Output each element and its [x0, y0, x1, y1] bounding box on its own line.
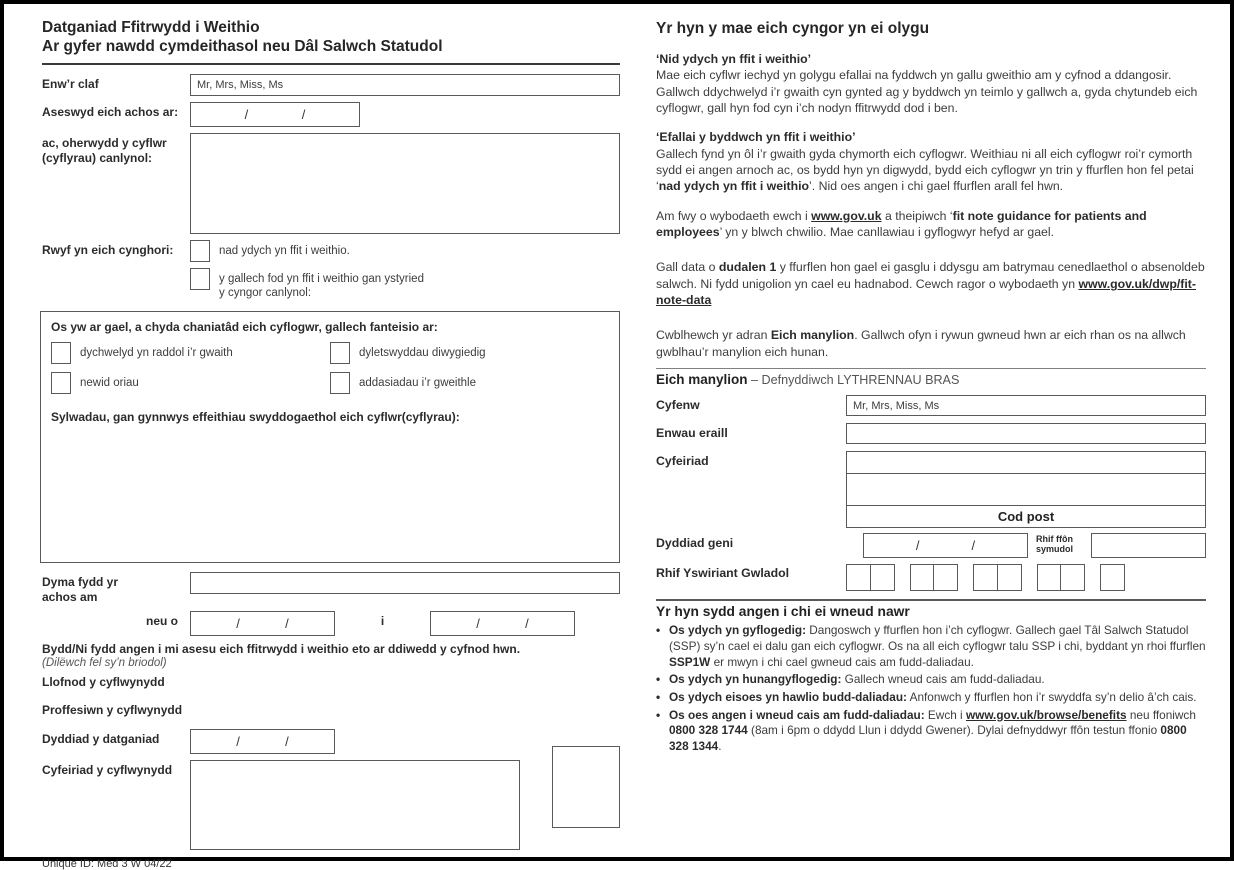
text-segment: er mwyn i chi cael gwneud cais am fudd-daliadau.: [710, 654, 974, 669]
to-date-input[interactable]: [430, 611, 575, 636]
text-segment: Os ydych yn hunangyflogedig:: [669, 672, 842, 687]
workplace-adaptations-label: addasiadau i’r gweithle: [359, 376, 476, 389]
surname-row: [656, 395, 1206, 416]
patient-name-value: Mr, Mrs, Miss, Ms: [197, 78, 284, 91]
case-duration-label: [42, 572, 190, 605]
condition-textarea[interactable]: [190, 133, 620, 234]
may-benefit-heading: Os yw ar gael, a chyda chaniatâd eich cyflogwr, gallech fanteisio ar:: [51, 319, 438, 334]
text-segment: Gall data o: [656, 260, 719, 275]
ni-group-5: [1100, 564, 1125, 591]
date-slash: /: [915, 538, 920, 554]
altered-hours-label: newid oriau: [80, 376, 139, 389]
surname-value: Mr, Mrs, Miss, Ms: [853, 399, 940, 412]
ni-cell[interactable]: [910, 564, 935, 591]
not-fit-checkbox[interactable]: [190, 240, 210, 262]
advice-row: [42, 240, 620, 307]
action-claiming-benefits: [656, 690, 1206, 706]
text-segment: 0800 328 1344: [669, 723, 1187, 753]
text-segment: 0800 328 1744: [669, 723, 748, 738]
not-fit-subhead: ‘Nid ydych yn ffit i weithio’: [656, 52, 812, 66]
text-segment: Gallech fynd yn ôl i’r gwaith gyda chymorth eich cyflogwr. Weithiau ni all eich cyflogwr roi’r cymorth sydd ei angen arnoch ac, os bydd hyn yn digwydd, bydd eich cyflogwr yn trin y ffurflen hon fel petai ‘: [656, 146, 1194, 194]
maybe-fit-label-line1: y gallech fod yn ffit i weithio gan ystyried: [219, 272, 424, 285]
text-segment: y ffurflen hon gael ei gasglu i ddysgu am batrymau cenedlaethol o absenoldeb salwch. Ni fydd unigolion yn cael eu hadnabod. Cewch ragor o wybodaeth yn: [656, 260, 1205, 291]
ni-cell[interactable]: [1037, 564, 1062, 591]
date-slash: /: [285, 615, 289, 631]
text-segment: Gallech wneud cais am fudd-daliadau.: [841, 672, 1045, 687]
actions-divider: [656, 599, 1206, 601]
other-names-label: Enwau eraill: [656, 426, 728, 441]
form-title: [42, 18, 620, 65]
option-phased-return: [51, 342, 330, 364]
date-slash: /: [525, 615, 529, 631]
phased-return-label: dychwelyd yn raddol i’r gwaith: [80, 346, 233, 359]
action-claim-benefits: [656, 708, 1206, 755]
your-details-heading: [656, 372, 1206, 387]
address-line1-input[interactable]: [846, 451, 1206, 474]
data-collection-paragraph: [656, 259, 1206, 308]
address-inputs: [846, 451, 1206, 528]
ni-cell[interactable]: [846, 564, 871, 591]
text-segment: fit note guidance for patients and employees: [656, 208, 1147, 240]
case-duration-input[interactable]: [190, 572, 620, 594]
ni-cell[interactable]: [933, 564, 958, 591]
text-segment: Os oes angen i wneud cais am fudd-daliadau:: [669, 707, 925, 722]
patient-name-row: [42, 74, 620, 96]
maybe-fit-checkbox[interactable]: [190, 268, 210, 290]
advice-option-maybe-fit: [190, 268, 424, 301]
condition-row: [42, 133, 620, 234]
surname-label: Cyfenw: [656, 398, 700, 413]
not-fit-paragraph: Mae eich cyflwr iechyd yn golygu efallai na fyddwch yn gallu gweithio am y cyfnod a ddangosir. Gallwch ddychwelyd i’r gwaith cyn gynted ag y byddwch yn teimlo y gallwch a, gyda chytundeb eich cyflogwr, gall hyn fod cyn i’ch nodyn ffitrwydd dod i ben.: [656, 68, 1198, 116]
postcode-row[interactable]: [846, 505, 1206, 528]
actions-heading: Yr hyn sydd angen i chi ei wneud nawr: [656, 604, 910, 620]
ni-group-3: [973, 564, 1022, 591]
text-segment: Os ydych eisoes yn hawlio budd-daliadau:: [669, 689, 907, 704]
date-slash: /: [236, 733, 240, 749]
altered-hours-checkbox[interactable]: [51, 372, 71, 394]
mobile-label-line1: Rhif ffôn: [1036, 534, 1073, 545]
official-stamp-box[interactable]: [552, 746, 620, 828]
details-divider: [656, 368, 1206, 369]
action-self-employed: [656, 672, 1206, 688]
mobile-input[interactable]: [1091, 533, 1206, 558]
text-segment: neu ffoniwch: [1126, 707, 1196, 722]
condition-label: ac, oherwydd y cyflwr (cyflyrau) canlynol:: [42, 135, 167, 165]
comments-write-area[interactable]: [51, 424, 609, 544]
ni-number-inputs: [846, 563, 1125, 591]
date-slash: /: [971, 538, 976, 554]
text-segment: (8am i 6pm o ddydd Llun i ddydd Gwener). Dylai defnyddwyr ffôn testun ffonio: [747, 723, 1161, 738]
ni-group-1: [846, 564, 895, 591]
date-range-row: [42, 611, 620, 636]
comments-label: Sylwadau, gan gynnwys effeithiau swyddogaethol eich cyflwr(cyflyrau):: [51, 409, 460, 424]
advice-option-not-fit: [190, 240, 424, 262]
maybe-fit-paragraph: [656, 146, 1206, 195]
date-slash: /: [301, 106, 306, 122]
form-title-line2: Ar gyfer nawdd cymdeithasol neu Dâl Salwch Statudol: [42, 38, 443, 56]
date-slash: /: [244, 106, 249, 122]
text-segment: SSP1W: [669, 654, 711, 669]
action-employed: [656, 623, 1206, 670]
actions-list: [656, 623, 1206, 755]
patient-name-label: Enw’r claf: [42, 76, 99, 91]
guidance-page: [656, 18, 1206, 849]
phased-return-checkbox[interactable]: [51, 342, 71, 364]
from-date-input[interactable]: [190, 611, 335, 636]
your-details-heading-bold: Eich manylion: [656, 372, 748, 388]
assessed-date-input[interactable]: [190, 102, 360, 127]
issuer-address-row: [42, 760, 620, 850]
postcode-label: Cod post: [997, 509, 1055, 525]
text-segment: .: [718, 738, 722, 753]
form-page-1: [42, 18, 620, 870]
maybe-fit-label-line2: y cyngor canlynol:: [219, 287, 312, 300]
form-title-line1: Datganiad Ffitrwydd i Weithio: [42, 19, 260, 36]
reassess-statement: Bydd/Ni fydd angen i mi asesu eich ffitrwydd i weithio eto ar ddiwedd y cyfnod hwn.: [42, 641, 521, 656]
patient-name-input[interactable]: [190, 74, 620, 96]
guidance-heading: Yr hyn y mae eich cyngor yn ei olygu: [656, 20, 930, 37]
dob-row: [656, 533, 1206, 558]
dob-input[interactable]: [863, 533, 1028, 558]
ni-cell[interactable]: [973, 564, 998, 591]
text-segment: Eich manylion: [770, 328, 855, 343]
more-info-paragraph: [656, 208, 1206, 241]
ni-group-4: [1037, 564, 1086, 591]
text-segment: Ewch i: [924, 707, 966, 722]
ni-group-2: [910, 564, 959, 591]
advice-options: [190, 240, 424, 307]
assessed-date-label: Aseswyd eich achos ar:: [42, 104, 179, 119]
ni-cell[interactable]: [1100, 564, 1125, 591]
ni-cell[interactable]: [997, 564, 1022, 591]
mobile-label: [1036, 533, 1091, 555]
option-altered-hours: [51, 372, 330, 394]
option-amended-duties: [330, 342, 609, 364]
address-label: Cyfeiriad: [656, 454, 709, 469]
ni-number-row: [656, 563, 1206, 591]
text-segment: a theipiwch ‘: [881, 208, 953, 223]
text-segment: Am fwy o wybodaeth ewch i: [656, 208, 812, 223]
issuer-address-input[interactable]: [190, 760, 520, 850]
statement-date-row: [42, 729, 620, 754]
amended-duties-label: dyletswyddau diwygiedig: [359, 346, 486, 359]
surname-input[interactable]: [846, 395, 1206, 416]
issuer-address-label: Cyfeiriad y cyflwynydd: [42, 762, 173, 777]
statement-date-label: Dyddiad y datganiad: [42, 731, 160, 746]
ni-number-label: Rhif Yswiriant Gwladol: [656, 566, 790, 581]
date-slash: /: [476, 615, 480, 631]
may-benefit-options: [51, 342, 609, 400]
inline-link[interactable]: www.gov.uk/dwp/fit-note-data: [656, 276, 1196, 308]
text-segment: Cwblhewch yr adran: [656, 328, 771, 343]
dob-label: Dyddiad geni: [656, 536, 734, 551]
address-line2-input[interactable]: [846, 473, 1206, 507]
other-names-row: [656, 423, 1206, 444]
unique-id: Unique ID: Med 3 W 04/22: [42, 857, 172, 870]
profession-label: Proffesiwn y cyflwynydd: [42, 702, 183, 717]
assessed-date-row: [42, 102, 620, 127]
maybe-fit-label: [219, 268, 424, 301]
text-segment: ’ yn y blwch chwilio. Mae canllawiau i gyflogwyr hefyd ar gael.: [719, 225, 1055, 240]
case-duration-label-line1: Dyma fydd yr: [42, 574, 119, 589]
text-segment: Anfonwch y ffurflen hon i’r swyddfa sy’n delio â’ch cais.: [906, 689, 1197, 704]
signature-label: Llofnod y cyflwynydd: [42, 674, 165, 689]
or-from-label: neu o: [146, 613, 178, 628]
text-segment: nad ydych yn ffit i weithio: [658, 179, 810, 194]
text-segment: . Gallwch ofyn i rywun gwneud hwn ar eich rhan os na allwch gwblhau’r manylion eich hunan.: [656, 328, 1186, 359]
text-segment: Dangoswch y ffurflen hon i’ch cyflogwr. Gallech gael Tâl Salwch Statudol (SSP) sy’n cael ei dalu gan eich cyflogwr. Os na all eich cyflogwr talu SSP i chi, byddant yn rhoi ffurflen: [669, 623, 1206, 653]
case-duration-label-line2: achos am: [42, 589, 98, 604]
text-segment: dudalen 1: [718, 260, 777, 275]
may-benefit-box: [40, 311, 620, 563]
address-row: [656, 451, 1206, 528]
text-segment: ’. Nid oes angen i chi gael ffurflen arall fel hwn.: [809, 179, 1064, 194]
text-segment: Os ydych yn gyflogedig:: [669, 623, 806, 638]
not-fit-label: nad ydych yn ffit i weithio.: [219, 244, 350, 257]
workplace-adaptations-checkbox[interactable]: [330, 372, 350, 394]
case-duration-row: [42, 572, 620, 605]
mobile-label-line2: symudol: [1036, 544, 1074, 555]
option-workplace-adaptations: [330, 372, 609, 394]
amended-duties-checkbox[interactable]: [330, 342, 350, 364]
date-slash: /: [236, 615, 240, 631]
delete-as-appropriate-note: (Dilëwch fel sy’n briodol): [42, 656, 167, 669]
ni-cell[interactable]: [1060, 564, 1085, 591]
statement-date-input[interactable]: [190, 729, 335, 754]
your-details-heading-rest: – Defnyddiwch LYTHRENNAU BRAS: [747, 373, 960, 388]
to-label: i: [380, 613, 385, 628]
complete-section-paragraph: [656, 327, 1206, 360]
date-slash: /: [285, 733, 289, 749]
maybe-fit-subhead: ‘Efallai y byddwch yn ffit i weithio’: [656, 130, 856, 145]
inline-link[interactable]: www.gov.uk/browse/benefits: [965, 707, 1127, 722]
inline-link[interactable]: www.gov.uk: [811, 208, 882, 223]
other-names-input[interactable]: [846, 423, 1206, 444]
advice-label: Rwyf yn eich cynghori:: [42, 242, 174, 257]
ni-cell[interactable]: [870, 564, 895, 591]
